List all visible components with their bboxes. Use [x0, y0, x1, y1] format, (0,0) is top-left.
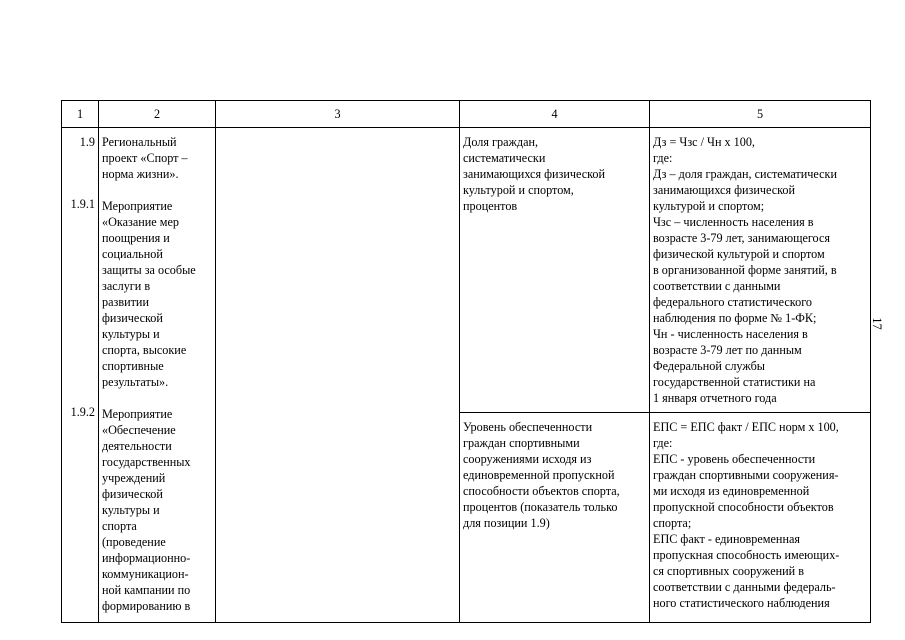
item-number: 1.9.2 [70, 405, 95, 419]
formula-line: наблюдения по форме № 1-ФК; [653, 311, 817, 325]
formula-cell [650, 128, 871, 413]
formula-line: пропускной способности объектов [653, 500, 834, 514]
name-line: физической [102, 311, 163, 325]
name-line: «Оказание мер [102, 215, 179, 229]
item-numbers-cell [62, 128, 99, 623]
indicator-line: процентов [463, 199, 518, 213]
header-col-1: 1 [62, 101, 99, 128]
name-line: защиты за особые [102, 263, 196, 277]
name-line: культуры и [102, 503, 160, 517]
formula-line: спорта; [653, 516, 692, 530]
col3-empty-cell [216, 128, 460, 623]
name-line: коммуникацион- [102, 567, 189, 581]
indicator-line: занимающихся физической [463, 167, 606, 181]
indicator-line: сооружениями исходя из [463, 452, 592, 466]
indicator-line: способности объектов спорта, [463, 484, 620, 498]
formula-line: где: [653, 436, 673, 450]
formula-line: Чзс – численность населения в [653, 215, 814, 229]
name-line: Мероприятие [102, 199, 173, 213]
formula-line: Дз = Чзс / Чн x 100, [653, 135, 755, 149]
name-line: учреждений [102, 471, 166, 485]
name-line: информационно- [102, 551, 191, 565]
name-line: Региональный [102, 135, 177, 149]
formula-cell [650, 413, 871, 623]
name-line: «Обеспечение [102, 423, 176, 437]
header-col-3: 3 [216, 101, 460, 128]
formula-line: культурой и спортом; [653, 199, 765, 213]
formula-line: ЕПС - уровень обеспеченности [653, 452, 816, 466]
formula-line: 1 января отчетного года [653, 391, 777, 405]
item-number: 1.9.1 [70, 197, 95, 211]
name-line: результаты». [102, 375, 169, 389]
name-line: деятельности [102, 439, 172, 453]
formula-line: ми исходя из единовременной [653, 484, 810, 498]
document-table [61, 100, 871, 623]
formula-line: ного статистического наблюдения [653, 596, 830, 610]
page-number: 17 [869, 317, 884, 330]
name-line: культуры и [102, 327, 160, 341]
item-number: 1.9 [79, 135, 95, 149]
table-row [62, 128, 871, 413]
name-line: ной кампании по [102, 583, 191, 597]
formula-line: возрасте 3-79 лет по данным [653, 343, 802, 357]
item-names-cell [99, 128, 216, 623]
formula-line: в организованной форме занятий, в [653, 263, 837, 277]
indicator-name-cell [460, 128, 650, 413]
formula-line: соответствии с данными [653, 279, 781, 293]
formula-line: физической культурой и спортом [653, 247, 825, 261]
name-line: развитии [102, 295, 149, 309]
indicator-name-cell [460, 413, 650, 623]
name-line: поощрения и [102, 231, 170, 245]
formula-line: государственной статистики на [653, 375, 816, 389]
formula-line: федерального статистического [653, 295, 812, 309]
name-line: проект «Спорт – [102, 151, 188, 165]
formula-line: Федеральной службы [653, 359, 765, 373]
name-line: социальной [102, 247, 163, 261]
name-line: спорта, высокие [102, 343, 187, 357]
formula-line: возрасте 3-79 лет, занимающегося [653, 231, 830, 245]
indicator-line: граждан спортивными [463, 436, 580, 450]
formula-line: ЕПС = ЕПС факт / ЕПС норм x 100, [653, 420, 839, 434]
name-line: норма жизни». [102, 167, 179, 181]
indicator-line: единовременной пропускной [463, 468, 615, 482]
name-line: заслуги в [102, 279, 151, 293]
indicator-line: Уровень обеспеченности [463, 420, 593, 434]
table-header-row [62, 101, 871, 128]
indicator-line: для позиции 1.9) [463, 516, 550, 530]
formula-line: где: [653, 151, 673, 165]
formula-line: пропускная способность имеющих- [653, 548, 840, 562]
formula-line: Чн - численность населения в [653, 327, 808, 341]
name-line: Мероприятие [102, 407, 173, 421]
formula-line: Дз – доля граждан, систематически [653, 167, 837, 181]
formula-line: занимающихся физической [653, 183, 796, 197]
indicator-line: процентов (показатель только [463, 500, 618, 514]
header-col-4: 4 [460, 101, 650, 128]
formula-line: граждан спортивными сооружения- [653, 468, 839, 482]
name-line: государственных [102, 455, 191, 469]
name-line: формированию в [102, 599, 191, 613]
formula-line: ся спортивных сооружений в [653, 564, 804, 578]
name-line: физической [102, 487, 163, 501]
formula-line: ЕПС факт - единовременная [653, 532, 800, 546]
name-line: спортивные [102, 359, 164, 373]
indicator-line: Доля граждан, [463, 135, 539, 149]
header-col-5: 5 [650, 101, 871, 128]
name-line: спорта [102, 519, 137, 533]
indicator-line: культурой и спортом, [463, 183, 574, 197]
name-line: (проведение [102, 535, 166, 549]
header-col-2: 2 [99, 101, 216, 128]
indicator-line: систематически [463, 151, 546, 165]
formula-line: соответствии с данными федераль- [653, 580, 836, 594]
